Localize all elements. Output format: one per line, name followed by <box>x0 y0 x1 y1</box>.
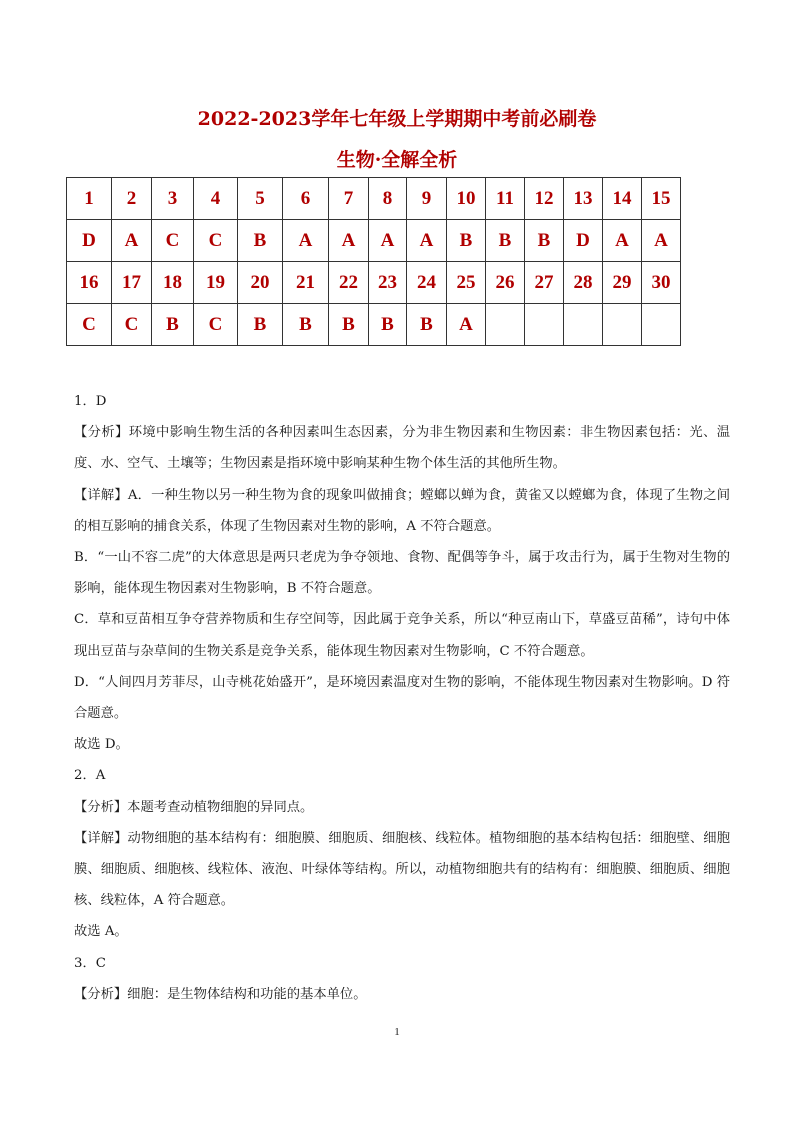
page-title: 2022-2023学年七年级上学期期中考前必刷卷 <box>197 108 597 130</box>
answer-cell <box>486 304 525 346</box>
answer-table <box>66 177 681 346</box>
question-number-cell: 23 <box>369 262 407 304</box>
question-number-cell: 10 <box>447 178 486 220</box>
question-number-cell: 8 <box>369 178 407 220</box>
answer-cell: A <box>447 304 486 346</box>
question-number-cell: 5 <box>238 178 283 220</box>
answer-cell: B <box>283 304 329 346</box>
question-number-cell: 1 <box>67 178 112 220</box>
question-number-cell: 16 <box>67 262 112 304</box>
question-1-option-d: D．“人间四月芳菲尽，山寺桃花始盛开”，是环境因素温度对生物的影响，不能体现生物因素对生物影响。D 符合题意。 <box>74 674 730 722</box>
question-number-cell: 19 <box>194 262 238 304</box>
answer-cell: C <box>112 304 152 346</box>
question-1-analysis: 【分析】环境中影响生物生活的各种因素叫生态因素，分为非生物因素和生物因素：非生物因素包括：光、温度、水、空气、土壤等；生物因素是指环境中影响某种生物个体生活的其他所生物。 <box>74 425 730 472</box>
question-number-cell: 20 <box>238 262 283 304</box>
question-number-cell: 14 <box>603 178 642 220</box>
answer-cell: B <box>238 220 283 262</box>
question-number-cell: 27 <box>525 262 564 304</box>
question-1-option-c: C．草和豆苗相互争夺营养物质和生存空间等，因此属于竞争关系，所以“种豆南山下，草盛豆苗稀”，诗句中体现出豆苗与杂草间的生物关系是竞争关系，能体现生物因素对生物影响，C 不符合题意。 <box>74 612 730 659</box>
question-number-cell: 17 <box>112 262 152 304</box>
answer-cell: B <box>369 304 407 346</box>
question-1-choice: 故选 D。 <box>74 737 129 753</box>
answer-cell: B <box>447 220 486 262</box>
question-2-analysis: 【分析】本题考查动植物细胞的异同点。 <box>74 799 314 815</box>
answer-cell <box>564 304 603 346</box>
question-number-cell: 13 <box>564 178 603 220</box>
question-number-cell: 4 <box>194 178 238 220</box>
question-number-cell: 22 <box>329 262 369 304</box>
question-number-cell: 15 <box>642 178 681 220</box>
question-3-analysis: 【分析】细胞：是生物体结构和功能的基本单位。 <box>74 986 367 1002</box>
answer-cell: B <box>152 304 194 346</box>
question-number-cell: 2 <box>112 178 152 220</box>
answer-cell: C <box>67 304 112 346</box>
answer-cell: D <box>564 220 603 262</box>
answer-cell: C <box>194 220 238 262</box>
question-1-detail: 【详解】A．一种生物以另一种生物为食的现象叫做捕食；螳螂以蝉为食，黄雀又以螳螂为食，体现了生物之间的相互影响的捕食关系，体现了生物因素对生物的影响，A 不符合题意。 <box>74 487 730 534</box>
question-number-cell: 3 <box>152 178 194 220</box>
question-3-answer: 3．C <box>74 955 106 971</box>
answer-cell: B <box>407 304 447 346</box>
answer-cell: A <box>603 220 642 262</box>
question-number-cell: 18 <box>152 262 194 304</box>
question-2-answer: 2．A <box>74 768 106 784</box>
answer-cell: B <box>525 220 564 262</box>
question-number-cell: 12 <box>525 178 564 220</box>
question-number-cell: 30 <box>642 262 681 304</box>
answer-cell: B <box>486 220 525 262</box>
question-number-row <box>67 178 681 220</box>
answer-cell: A <box>369 220 407 262</box>
answer-row <box>67 220 681 262</box>
question-number-cell: 25 <box>447 262 486 304</box>
question-1-answer: 1．D <box>74 394 107 409</box>
page-subtitle: 生物·全解全析 <box>336 149 458 171</box>
answer-cell <box>525 304 564 346</box>
answer-cell: A <box>329 220 369 262</box>
answer-explanations <box>74 386 730 1010</box>
question-2-choice: 故选 A。 <box>74 924 128 940</box>
question-number-cell: 11 <box>486 178 525 220</box>
answer-cell: B <box>238 304 283 346</box>
answer-cell: A <box>642 220 681 262</box>
answer-cell: D <box>67 220 112 262</box>
answer-cell <box>642 304 681 346</box>
question-number-row <box>67 262 681 304</box>
question-1-option-b: B．“一山不容二虎”的大体意思是两只老虎为争夺领地、食物、配偶等争斗，属于攻击行为，属于生物对生物的影响，能体现生物因素对生物影响，B 不符合题意。 <box>74 550 730 597</box>
question-number-cell: 28 <box>564 262 603 304</box>
answer-row <box>67 304 681 346</box>
question-number-cell: 29 <box>603 262 642 304</box>
answer-cell: A <box>112 220 152 262</box>
answer-cell: B <box>329 304 369 346</box>
answer-cell <box>603 304 642 346</box>
question-number-cell: 21 <box>283 262 329 304</box>
answer-cell: A <box>283 220 329 262</box>
answer-cell: C <box>194 304 238 346</box>
question-number-cell: 24 <box>407 262 447 304</box>
question-number-cell: 26 <box>486 262 525 304</box>
question-number-cell: 6 <box>283 178 329 220</box>
question-number-cell: 9 <box>407 178 447 220</box>
question-number-cell: 7 <box>329 178 369 220</box>
question-2-detail: 【详解】动物细胞的基本结构有：细胞膜、细胞质、细胞核、线粒体。植物细胞的基本结构包括：细胞壁、细胞膜、细胞质、细胞核、线粒体、液泡、叶绿体等结构。所以，动植物细胞共有的结构有：细胞膜、细胞质、细胞核、线粒体，A 符合题意。 <box>74 830 730 909</box>
answer-cell: A <box>407 220 447 262</box>
answer-cell: C <box>152 220 194 262</box>
page-number: 1 <box>394 1026 400 1038</box>
